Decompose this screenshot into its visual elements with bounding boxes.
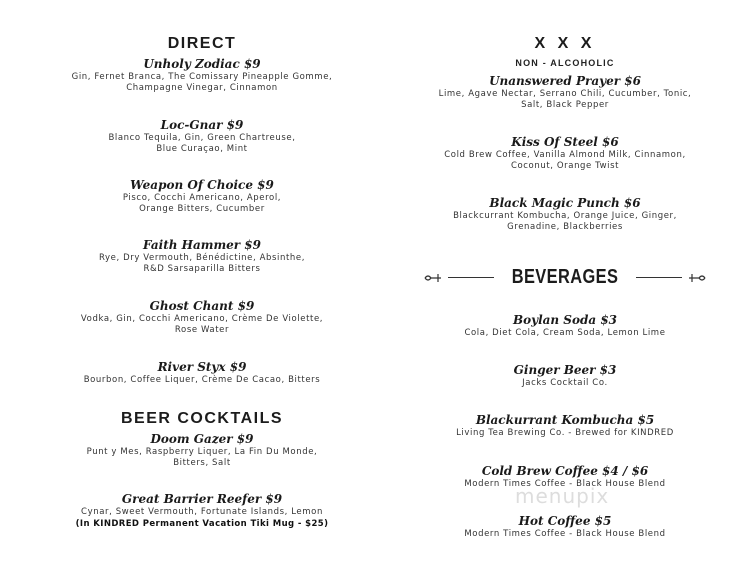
menu-item — [385, 195, 745, 233]
item-name: Hot Coffee $5 — [518, 514, 612, 528]
divider — [636, 277, 682, 278]
left-column — [22, 0, 382, 580]
item-name: Ginger Beer $3 — [513, 363, 617, 377]
item-name: Loc-Gnar $9 — [160, 118, 244, 132]
menu-item — [22, 177, 382, 215]
section-title-xxx: X X X — [534, 35, 596, 52]
item-desc: Cynar, Sweet Vermouth, Fortunate Islands, Lemon — [81, 507, 323, 517]
item-desc: Coconut, Orange Twist — [510, 161, 620, 171]
menu-item — [22, 491, 382, 530]
menu-item — [22, 56, 382, 94]
item-desc: Salt, Black Pepper — [521, 100, 609, 110]
item-name: Faith Hammer $9 — [143, 238, 261, 252]
item-desc: Blanco Tequila, Gin, Green Chartreuse, — [108, 133, 296, 143]
item-name: Black Magic Punch $6 — [489, 196, 641, 210]
item-name: River Styx $9 — [157, 360, 247, 374]
ornament-left-icon — [424, 271, 442, 285]
divider — [448, 277, 494, 278]
item-desc: Cold Brew Coffee, Vanilla Almond Milk, Cinnamon, — [444, 150, 686, 160]
item-desc: Lime, Agave Nectar, Serrano Chili, Cucumber, Tonic, — [438, 89, 692, 99]
item-desc: Gin, Fernet Branca, The Comissary Pineapple Gomme, — [71, 72, 333, 82]
item-desc: Modern Times Coffee - Black House Blend — [464, 529, 666, 539]
menu-item — [385, 513, 745, 540]
item-desc: Grenadine, Blackberries — [507, 222, 623, 232]
item-name: Blackurrant Kombucha $5 — [475, 413, 655, 427]
ornament-right-icon — [688, 271, 706, 285]
menu-item — [385, 362, 745, 389]
item-desc: Living Tea Brewing Co. - Brewed for KINDRED — [456, 428, 674, 438]
item-desc: Blue Curaçao, Mint — [156, 144, 248, 154]
item-desc: Bourbon, Coffee Liquer, Crème De Cacao, Bitters — [83, 375, 321, 385]
section-title-beer-cocktails: BEER COCKTAILS — [120, 410, 284, 427]
item-desc: Champagne Vinegar, Cinnamon — [126, 83, 278, 93]
item-name: Unholy Zodiac $9 — [143, 57, 261, 71]
item-name: Doom Gazer $9 — [150, 432, 254, 446]
item-desc: Vodka, Gin, Cocchi Americano, Crème De Violette, — [80, 314, 324, 324]
item-name: Kiss Of Steel $6 — [511, 135, 619, 149]
item-name: Cold Brew Coffee $4 / $6 — [481, 464, 649, 478]
menu-item — [385, 412, 745, 439]
item-desc: Rye, Dry Vermouth, Bénédictine, Absinthe, — [98, 253, 306, 263]
item-name: Unanswered Prayer $6 — [489, 74, 641, 88]
menu-item — [22, 359, 382, 386]
section-title-beverages: BEVERAGES — [511, 266, 619, 288]
item-note: (In KINDRED Permanent Vacation Tiki Mug - $25) — [75, 519, 329, 529]
menu-item — [385, 134, 745, 172]
item-desc: Modern Times Coffee - Black House Blend — [464, 479, 666, 489]
item-name: Great Barrier Reefer $9 — [121, 492, 283, 506]
section-subtitle-non-alcoholic: NON - ALCOHOLIC — [515, 58, 615, 68]
item-desc: Cola, Diet Cola, Cream Soda, Lemon Lime — [464, 328, 666, 338]
watermark: menupix — [515, 484, 610, 508]
item-desc: Pisco, Cocchi Americano, Aperol, — [122, 193, 282, 203]
item-name: Boylan Soda $3 — [512, 313, 618, 327]
section-title-direct: DIRECT — [167, 35, 237, 52]
item-desc: R&D Sarsaparilla Bitters — [143, 264, 261, 274]
menu-item — [22, 298, 382, 336]
menu-item — [22, 431, 382, 469]
menu-item — [385, 312, 745, 339]
item-desc: Rose Water — [174, 325, 230, 335]
item-name: Ghost Chant $9 — [149, 299, 255, 313]
menu-item — [22, 117, 382, 155]
menu-item — [22, 237, 382, 275]
item-desc: Bitters, Salt — [173, 458, 231, 468]
beverages-header — [385, 266, 745, 289]
item-name: Weapon Of Choice $9 — [130, 178, 274, 192]
item-desc: Blackcurrant Kombucha, Orange Juice, Ginger, — [453, 211, 677, 221]
item-desc: Orange Bitters, Cucumber — [139, 204, 265, 214]
item-desc: Punt y Mes, Raspberry Liquer, La Fin Du Monde, — [86, 447, 318, 457]
menu-item — [385, 73, 745, 111]
item-desc: Jacks Cocktail Co. — [522, 378, 608, 388]
